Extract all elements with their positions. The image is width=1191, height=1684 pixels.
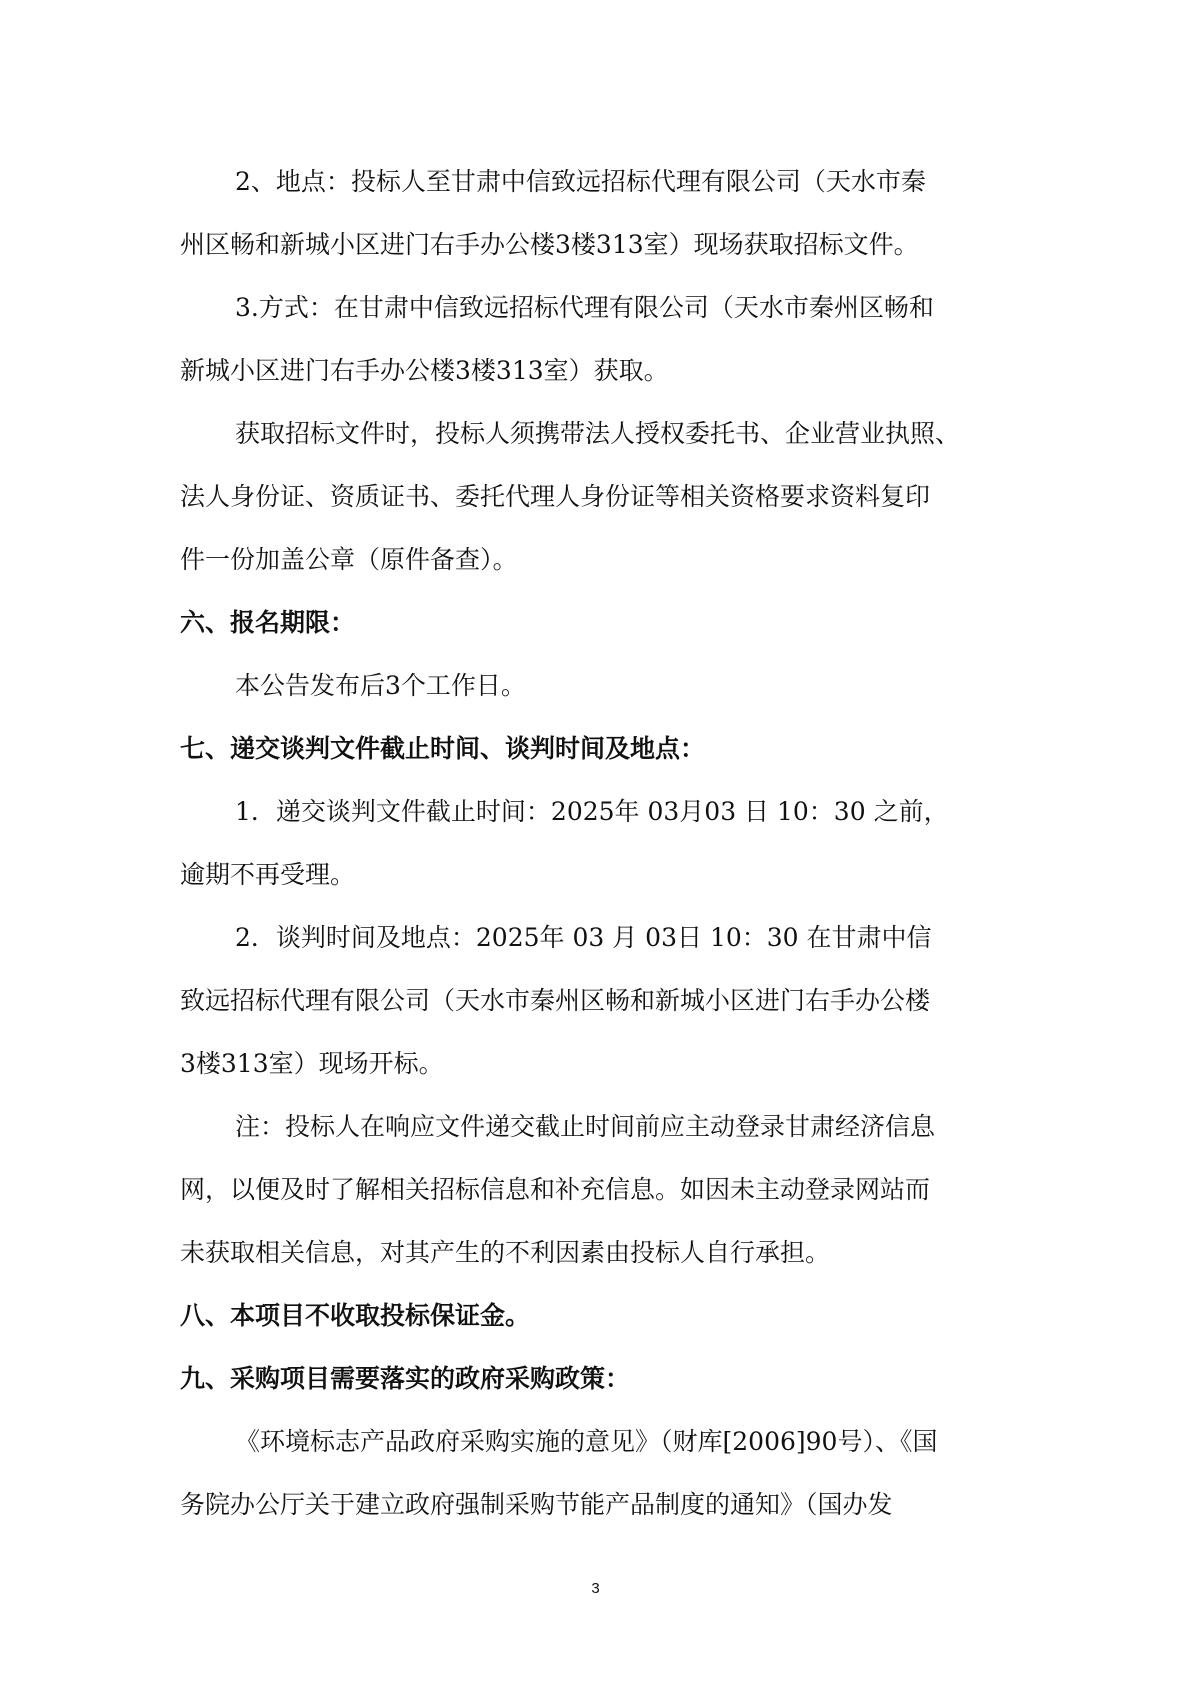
paragraph-docs-line-1: 获取招标文件时，投标人须携带法人授权委托书、企业营业执照、 [235,419,961,448]
paragraph-policy-line-1: 《环境标志产品政府采购实施的意见》（财库[2006]90号）、《国 [235,1427,938,1456]
page-body [180,150,1010,1536]
paragraph-method-line-1: 3.方式：在甘肃中信致远招标代理有限公司（天水市秦州区畅和 [235,293,934,322]
paragraph-location-line-2: 州区畅和新城小区进门右手办公楼3楼313室）现场获取招标文件。 [180,230,919,259]
heading-registration-period: 六、报名期限： [180,608,356,637]
paragraph-note-line-3: 未获取相关信息，对其产生的不利因素由投标人自行承担。 [180,1238,831,1267]
paragraph-venue-line-3: 3楼313室）现场开标。 [180,1049,444,1078]
paragraph-policy-line-2: 务院办公厅关于建立政府强制采购节能产品制度的通知》（国办发 [180,1490,893,1519]
paragraph-note-line-2: 网，以便及时了解相关招标信息和补充信息。如因未主动登录网站而 [180,1175,931,1204]
heading-submission-deadline: 七、递交谈判文件截止时间、谈判时间及地点： [180,734,706,763]
paragraph-method-line-2: 新城小区进门右手办公楼3楼313室）获取。 [180,356,669,385]
paragraph-venue-line-1: 2．谈判时间及地点：2025年 03 月 03日 10：30 在甘肃中信 [235,923,932,952]
paragraph-docs-line-2: 法人身份证、资质证书、委托代理人身份证等相关资格要求资料复印 [180,482,931,511]
paragraph-note-line-1: 注：投标人在响应文件递交截止时间前应主动登录甘肃经济信息 [235,1112,936,1141]
paragraph-venue-line-2: 致远招标代理有限公司（天水市秦州区畅和新城小区进门右手办公楼 [180,986,931,1015]
paragraph-registration-period: 本公告发布后3个工作日。 [235,671,526,700]
paragraph-deadline-line-1: 1．递交谈判文件截止时间：2025年 03月03 日 10：30 之前， [235,797,949,826]
heading-procurement-policy: 九、采购项目需要落实的政府采购政策： [180,1364,631,1393]
paragraph-deadline-line-2: 逾期不再受理。 [180,860,356,889]
paragraph-location-line-1: 2、地点：投标人至甘肃中信致远招标代理有限公司（天水市秦 [235,167,926,196]
paragraph-docs-line-3: 件一份加盖公章（原件备查）。 [180,545,518,574]
page-number: 3 [591,1580,600,1597]
heading-no-bid-bond: 八、本项目不收取投标保证金。 [180,1301,531,1330]
